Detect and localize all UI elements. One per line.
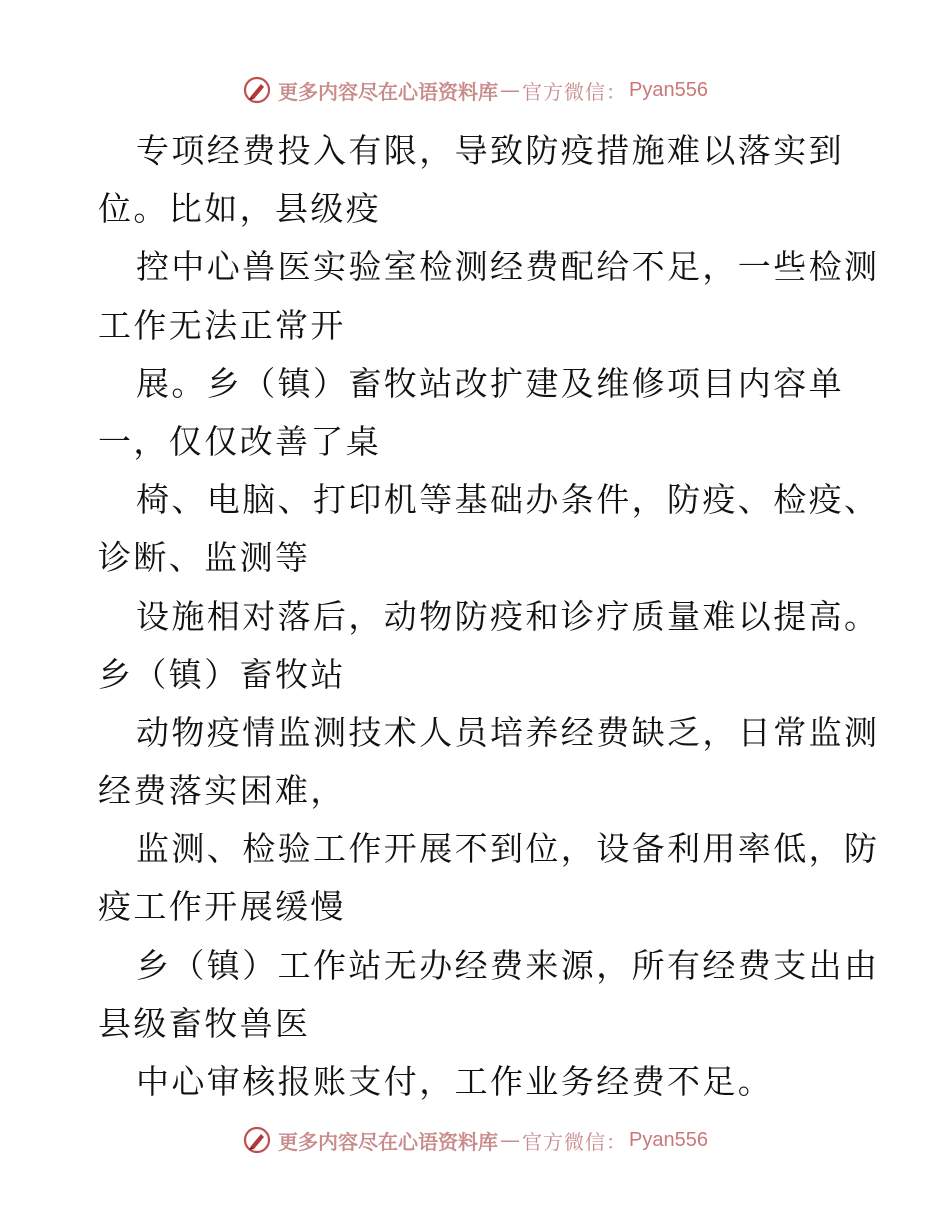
pen-circle-logo-icon <box>242 1125 272 1155</box>
text-line: 监测、检验工作开展不到位，设备利用率低，防 <box>136 829 880 869</box>
pen-circle-logo-icon <box>242 75 272 105</box>
text-line: 中心审核报账支付，工作业务经费不足。 <box>136 1062 774 1101</box>
watermark-dash: — <box>500 78 521 102</box>
watermark-text: 更多内容尽在心语资料库 <box>278 79 499 104</box>
text-line: 展。乡（镇）畜牧站改扩建及维修项目内容单 <box>136 363 844 403</box>
text-line: 乡（镇）畜牧站 <box>98 654 346 694</box>
footer-watermark <box>0 1120 950 1160</box>
text-line: 疫工作开展缓慢 <box>98 887 346 927</box>
text-line: 一，仅仅改善了桌 <box>98 421 382 461</box>
watermark-wechat-id: Pyan556 <box>629 78 708 101</box>
watermark-text: 更多内容尽在心语资料库 <box>278 1129 499 1154</box>
text-line: 椅、电脑、打印机等基础办条件，防疫、检疫、 <box>136 480 880 520</box>
text-line: 经费落实困难， <box>98 771 346 811</box>
document-body <box>98 122 880 1111</box>
watermark-official-label: 官方微信： <box>522 1129 628 1154</box>
watermark-wechat-id: Pyan556 <box>629 1128 708 1151</box>
text-line: 县级畜牧兽医 <box>98 1003 311 1043</box>
watermark-dash: — <box>500 1128 521 1152</box>
text-line: 专项经费投入有限，导致防疫措施难以落实到 <box>136 131 844 170</box>
text-line: 工作无法正常开 <box>98 305 346 345</box>
text-line: 动物疫情监测技术人员培养经费缺乏，日常监测 <box>136 712 880 752</box>
text-line: 诊断、监测等 <box>98 538 311 578</box>
header-watermark <box>0 70 950 110</box>
text-line: 位。比如，县级疫 <box>98 189 382 229</box>
text-line: 设施相对落后，动物防疫和诊疗质量难以提高。 <box>136 596 880 636</box>
text-line: 控中心兽医实验室检测经费配给不足，一些检测 <box>136 247 880 287</box>
watermark-official-label: 官方微信： <box>522 79 628 104</box>
text-line: 乡（镇）工作站无办经费来源，所有经费支出由 <box>136 945 880 985</box>
